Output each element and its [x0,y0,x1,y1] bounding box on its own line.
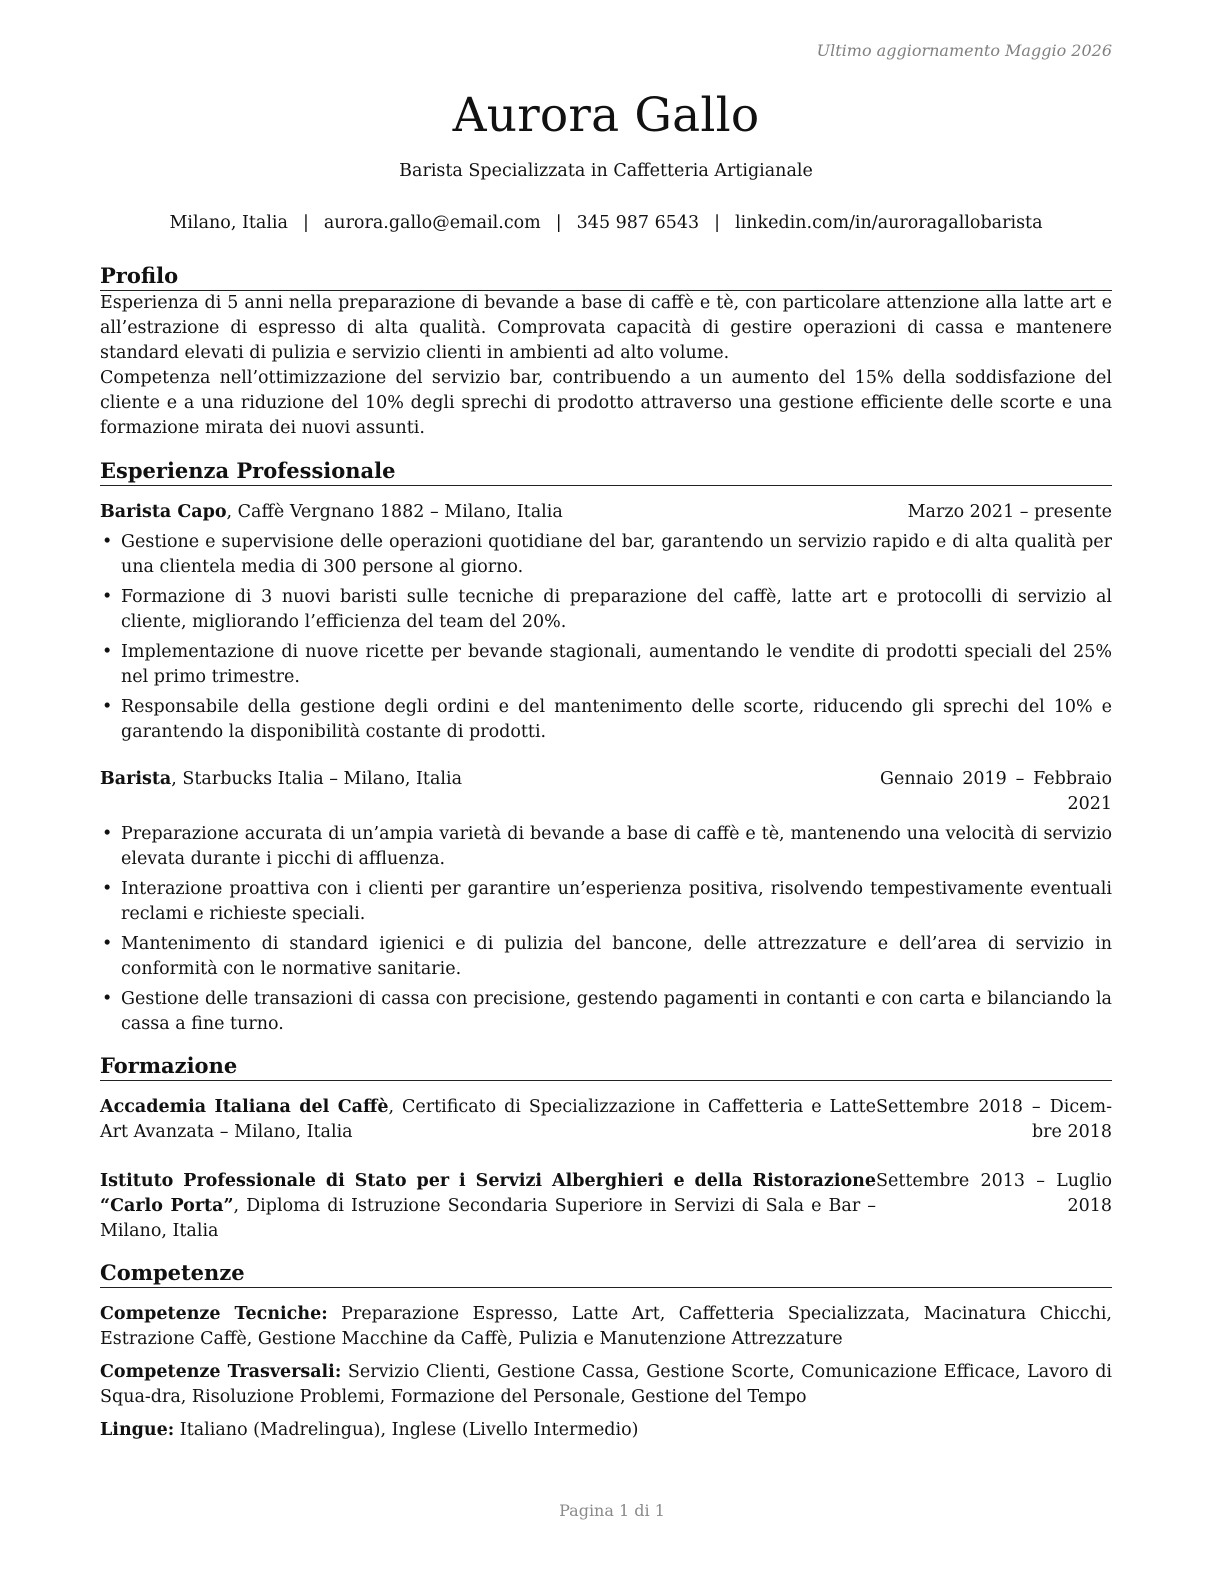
candidate-name: Aurora Gallo [452,88,760,143]
bullet-text: Implementazione di nuove ricette per bevande stagionali, aumentando le vendite di prodotti speciali del 25% nel primo trimestre. [121,642,1112,687]
job-role-company [100,767,880,792]
bullet-text: Responsabile della gestione degli ordini e del mantenimento delle scorte, riducendo gli sprechi del 10% e garantendo la disponibilità costante di prodotti. [121,697,1112,742]
bullet-icon: • [102,989,113,1009]
job-role: Barista Capo [100,502,227,522]
resume-page [100,40,1112,1443]
bullet-icon: • [102,879,113,899]
skill-value: Preparazione Espresso, Latte Art, Caffetteria Specializzata, Macinatura Chicchi, Estrazione Caffè, Gestione Macchine da Caffè, Pulizia e Manutenzione Attrezzature [100,1304,1112,1349]
education-description [100,1169,876,1244]
job-header [100,767,1112,817]
education-detail: , Certificato di Specializzazione in Caffetteria e Latte Art Avanzata – Milano, Italia [100,1097,876,1142]
skill-label: Lingue: [100,1420,175,1440]
job-role: Barista [100,769,172,789]
section-title-experience: Esperienza Professionale [100,458,1112,486]
list-item [100,640,1112,690]
bullet-text: Interazione proattiva con i clienti per garantire un’esperienza positiva, risolvendo tempestivamente eventuali reclami e richieste speciali. [121,879,1112,924]
contact-linkedin[interactable]: linkedin.com/in/auroragallobarista [735,213,1043,233]
bullet-text: Preparazione accurata di un’ampia varietà di bevande a base di caffè e tè, mantenendo una velocità di servizio elevata durante i picchi di affluenza. [121,824,1112,869]
list-item [100,695,1112,745]
page-number: Pagina 1 di 1 [559,1501,665,1520]
job-company: , Caffè Vergnano 1882 – Milano, Italia [226,502,563,522]
education-dates: Settembre 2018 – Dicem-bre 2018 [876,1097,1112,1142]
list-item [100,987,1112,1037]
job-bullets [100,822,1112,1037]
education-detail: , Diploma di Istruzione Secondaria Superiore in Servizi di Sala e Bar – Milano, Italia [100,1196,876,1241]
profile-paragraph: Competenza nell’ottimizzazione del servizio bar, contribuendo a un aumento del 15% della soddisfazione del cliente e a una riduzione del 10% degli sprechi di prodotto attraverso una gestione efficiente delle scorte e una formazione mirata dei nuovi assunti. [100,368,1112,438]
bullet-icon: • [102,642,113,662]
bullet-text: Gestione delle transazioni di cassa con precisione, gestendo pagamenti in contanti e con carta e bilanciando la cassa a fine turno. [121,989,1112,1034]
education-dates: Settembre 2013 – Luglio 2018 [876,1171,1112,1216]
skill-value: Italiano (Madrelingua), Inglese (Livello Intermedio) [174,1420,639,1440]
job-dates: Marzo 2021 – presente [907,502,1112,522]
bullet-icon: • [102,934,113,954]
job-dates: Gennaio 2019 – Febbraio 2021 [880,769,1112,814]
contact-location: Milano, Italia [169,213,288,233]
skill-value: Servizio Clienti, Gestione Cassa, Gestione Scorte, Comunicazione Efficace, Lavoro di Squa-dra, Risoluzione Problemi, Formazione del Personale, Gestione del Tempo [100,1362,1112,1407]
education-institution: Istituto Professionale di Stato per i Servizi Alberghieri e della Ristorazione “Carlo Porta” [100,1171,876,1216]
education-item [100,1095,1112,1145]
contact-email[interactable]: aurora.gallo@email.com [323,213,541,233]
contact-separator: | [302,213,309,233]
education-item [100,1169,1112,1244]
section-title-education: Formazione [100,1053,1112,1081]
bullet-icon: • [102,532,113,552]
bullet-icon: • [102,587,113,607]
contact-line [100,211,1112,235]
section-title-skills: Competenze [100,1260,1112,1288]
list-item [100,877,1112,927]
skill-line [100,1302,1112,1352]
job-bullets [100,530,1112,745]
list-item [100,932,1112,982]
bullet-text: Mantenimento di standard igienici e di pulizia del bancone, delle attrezzature e dell’area di servizio in conformità con le normative sanitarie. [121,934,1112,979]
last-updated: Ultimo aggiornamento Maggio 2026 [816,41,1112,60]
education-institution: Accademia Italiana del Caffè [100,1097,389,1117]
skill-line [100,1418,1112,1443]
list-item [100,585,1112,635]
section-title-profile: Profilo [100,263,1112,291]
skill-label: Competenze Tecniche: [100,1304,328,1324]
contact-separator: | [714,213,721,233]
bullet-icon: • [102,824,113,844]
list-item [100,530,1112,580]
job-title: Barista Specializzata in Caffetteria Artigianale [399,161,813,181]
skill-line [100,1360,1112,1410]
contact-separator: | [555,213,562,233]
education-description [100,1095,876,1145]
job-role-company [100,500,908,525]
bullet-text: Formazione di 3 nuovi baristi sulle tecniche di preparazione del caffè, latte art e protocolli di servizio al cliente, migliorando l’efficienza del team del 20%. [121,587,1112,632]
skill-label: Competenze Trasversali: [100,1362,342,1382]
list-item [100,822,1112,872]
profile-paragraph: Esperienza di 5 anni nella preparazione di bevande a base di caffè e tè, con particolare attenzione alla latte art e all’estrazione di espresso di alta qualità. Comprovata capacità di gestire operazioni di cassa e mantenere standard elevati di pulizia e servizio clienti in ambienti ad alto volume. [100,293,1112,363]
bullet-icon: • [102,697,113,717]
job-company: , Starbucks Italia – Milano, Italia [171,769,463,789]
bullet-text: Gestione e supervisione delle operazioni quotidiane del bar, garantendo un servizio rapido e di alta qualità per una clientela media di 300 persone al giorno. [121,532,1112,577]
contact-phone: 345 987 6543 [576,213,700,233]
job-header [100,500,1112,525]
